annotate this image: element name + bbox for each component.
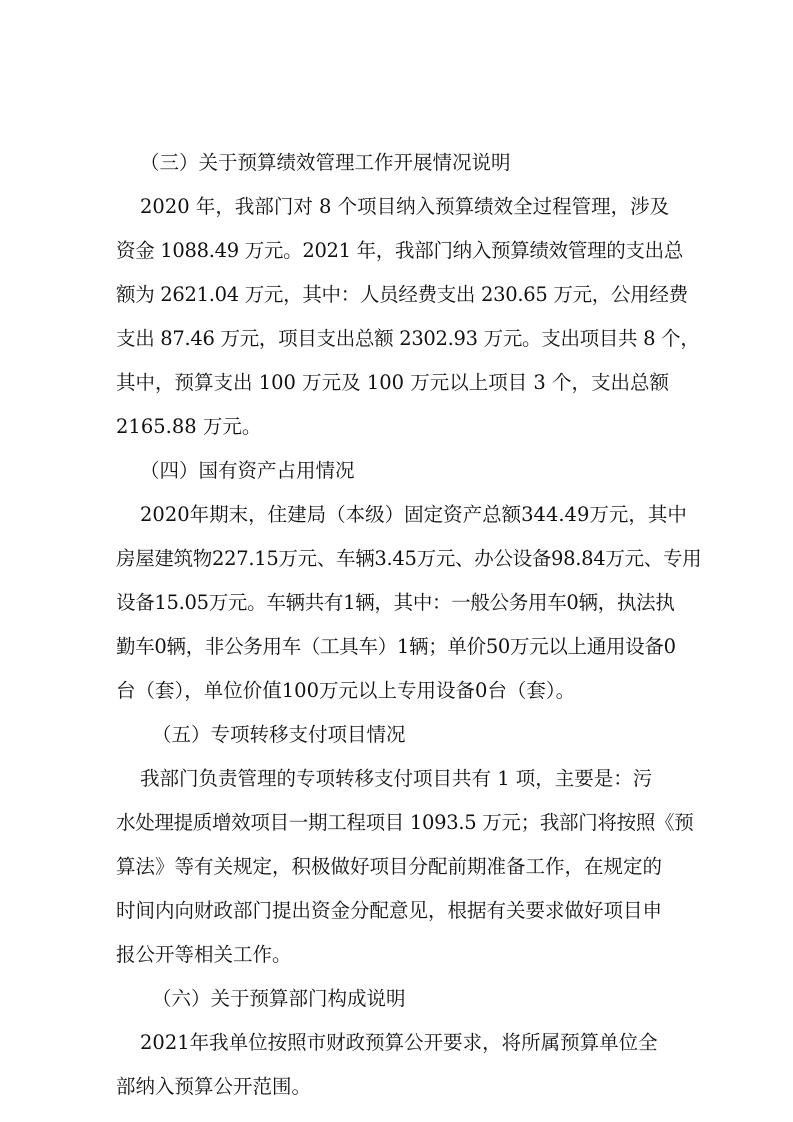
text-line: 部纳入预算公开范围。: [116, 1075, 312, 1098]
text-line: 其中，预算支出 100 万元及 100 万元以上项目 3 个，支出总额: [116, 371, 670, 394]
text-line: 台（套），单位价值100万元以上专用设备0台（套）。: [116, 679, 576, 702]
text-line: 2020 年，我部门对 8 个项目纳入预算绩效全过程管理，涉及: [140, 195, 670, 218]
text-line: 房屋建筑物227.15万元、车辆3.45万元、办公设备98.84万元、专用: [116, 547, 702, 570]
text-line: 支出 87.46 万元，项目支出总额 2302.93 万元。支出项目共 8 个，: [116, 327, 700, 350]
paragraph-state-assets: [116, 497, 702, 709]
section-heading-department-composition: （六）关于预算部门构成说明: [152, 987, 406, 1010]
text-line: 设备15.05万元。车辆共有1辆，其中：一般公务用车0辆，执法执: [116, 591, 675, 614]
text-line: 额为 2621.04 万元，其中：人员经费支出 230.65 万元，公用经费: [116, 283, 688, 306]
text-line: 时间内向财政部门提出资金分配意见，根据有关要求做好项目申: [116, 899, 663, 922]
text-line: 勤车0辆，非公务用车（工具车）1辆；单价50万元以上通用设备0: [116, 635, 676, 658]
section-heading-state-assets: （四）国有资产占用情况: [140, 459, 355, 482]
text-line: 水处理提质增效项目一期工程项目 1093.5 万元；我部门将按照《预: [116, 811, 694, 834]
section-heading-special-transfer: （五）专项转移支付项目情况: [152, 723, 406, 746]
section-heading-budget-performance: （三）关于预算绩效管理工作开展情况说明: [140, 151, 511, 174]
text-line: 报公开等相关工作。: [116, 943, 292, 966]
text-line: 2165.88 万元。: [116, 415, 262, 438]
text-line: 我部门负责管理的专项转移支付项目共有 1 项，主要是：污: [140, 767, 653, 790]
text-line: 2021年我单位按照市财政预算公开要求，将所属预算单位全: [140, 1031, 658, 1054]
text-line: 算法》等有关规定，积极做好项目分配前期准备工作，在规定的: [116, 855, 663, 878]
text-line: 2020年期末，住建局（本级）固定资产总额344.49万元，其中: [140, 503, 687, 526]
document-body: [116, 145, 702, 1113]
text-line: 资金 1088.49 万元。2021 年，我部门纳入预算绩效管理的支出总: [116, 239, 684, 262]
paragraph-special-transfer: [116, 761, 702, 973]
paragraph-budget-performance: [116, 189, 702, 445]
paragraph-department-composition: [116, 1025, 702, 1105]
